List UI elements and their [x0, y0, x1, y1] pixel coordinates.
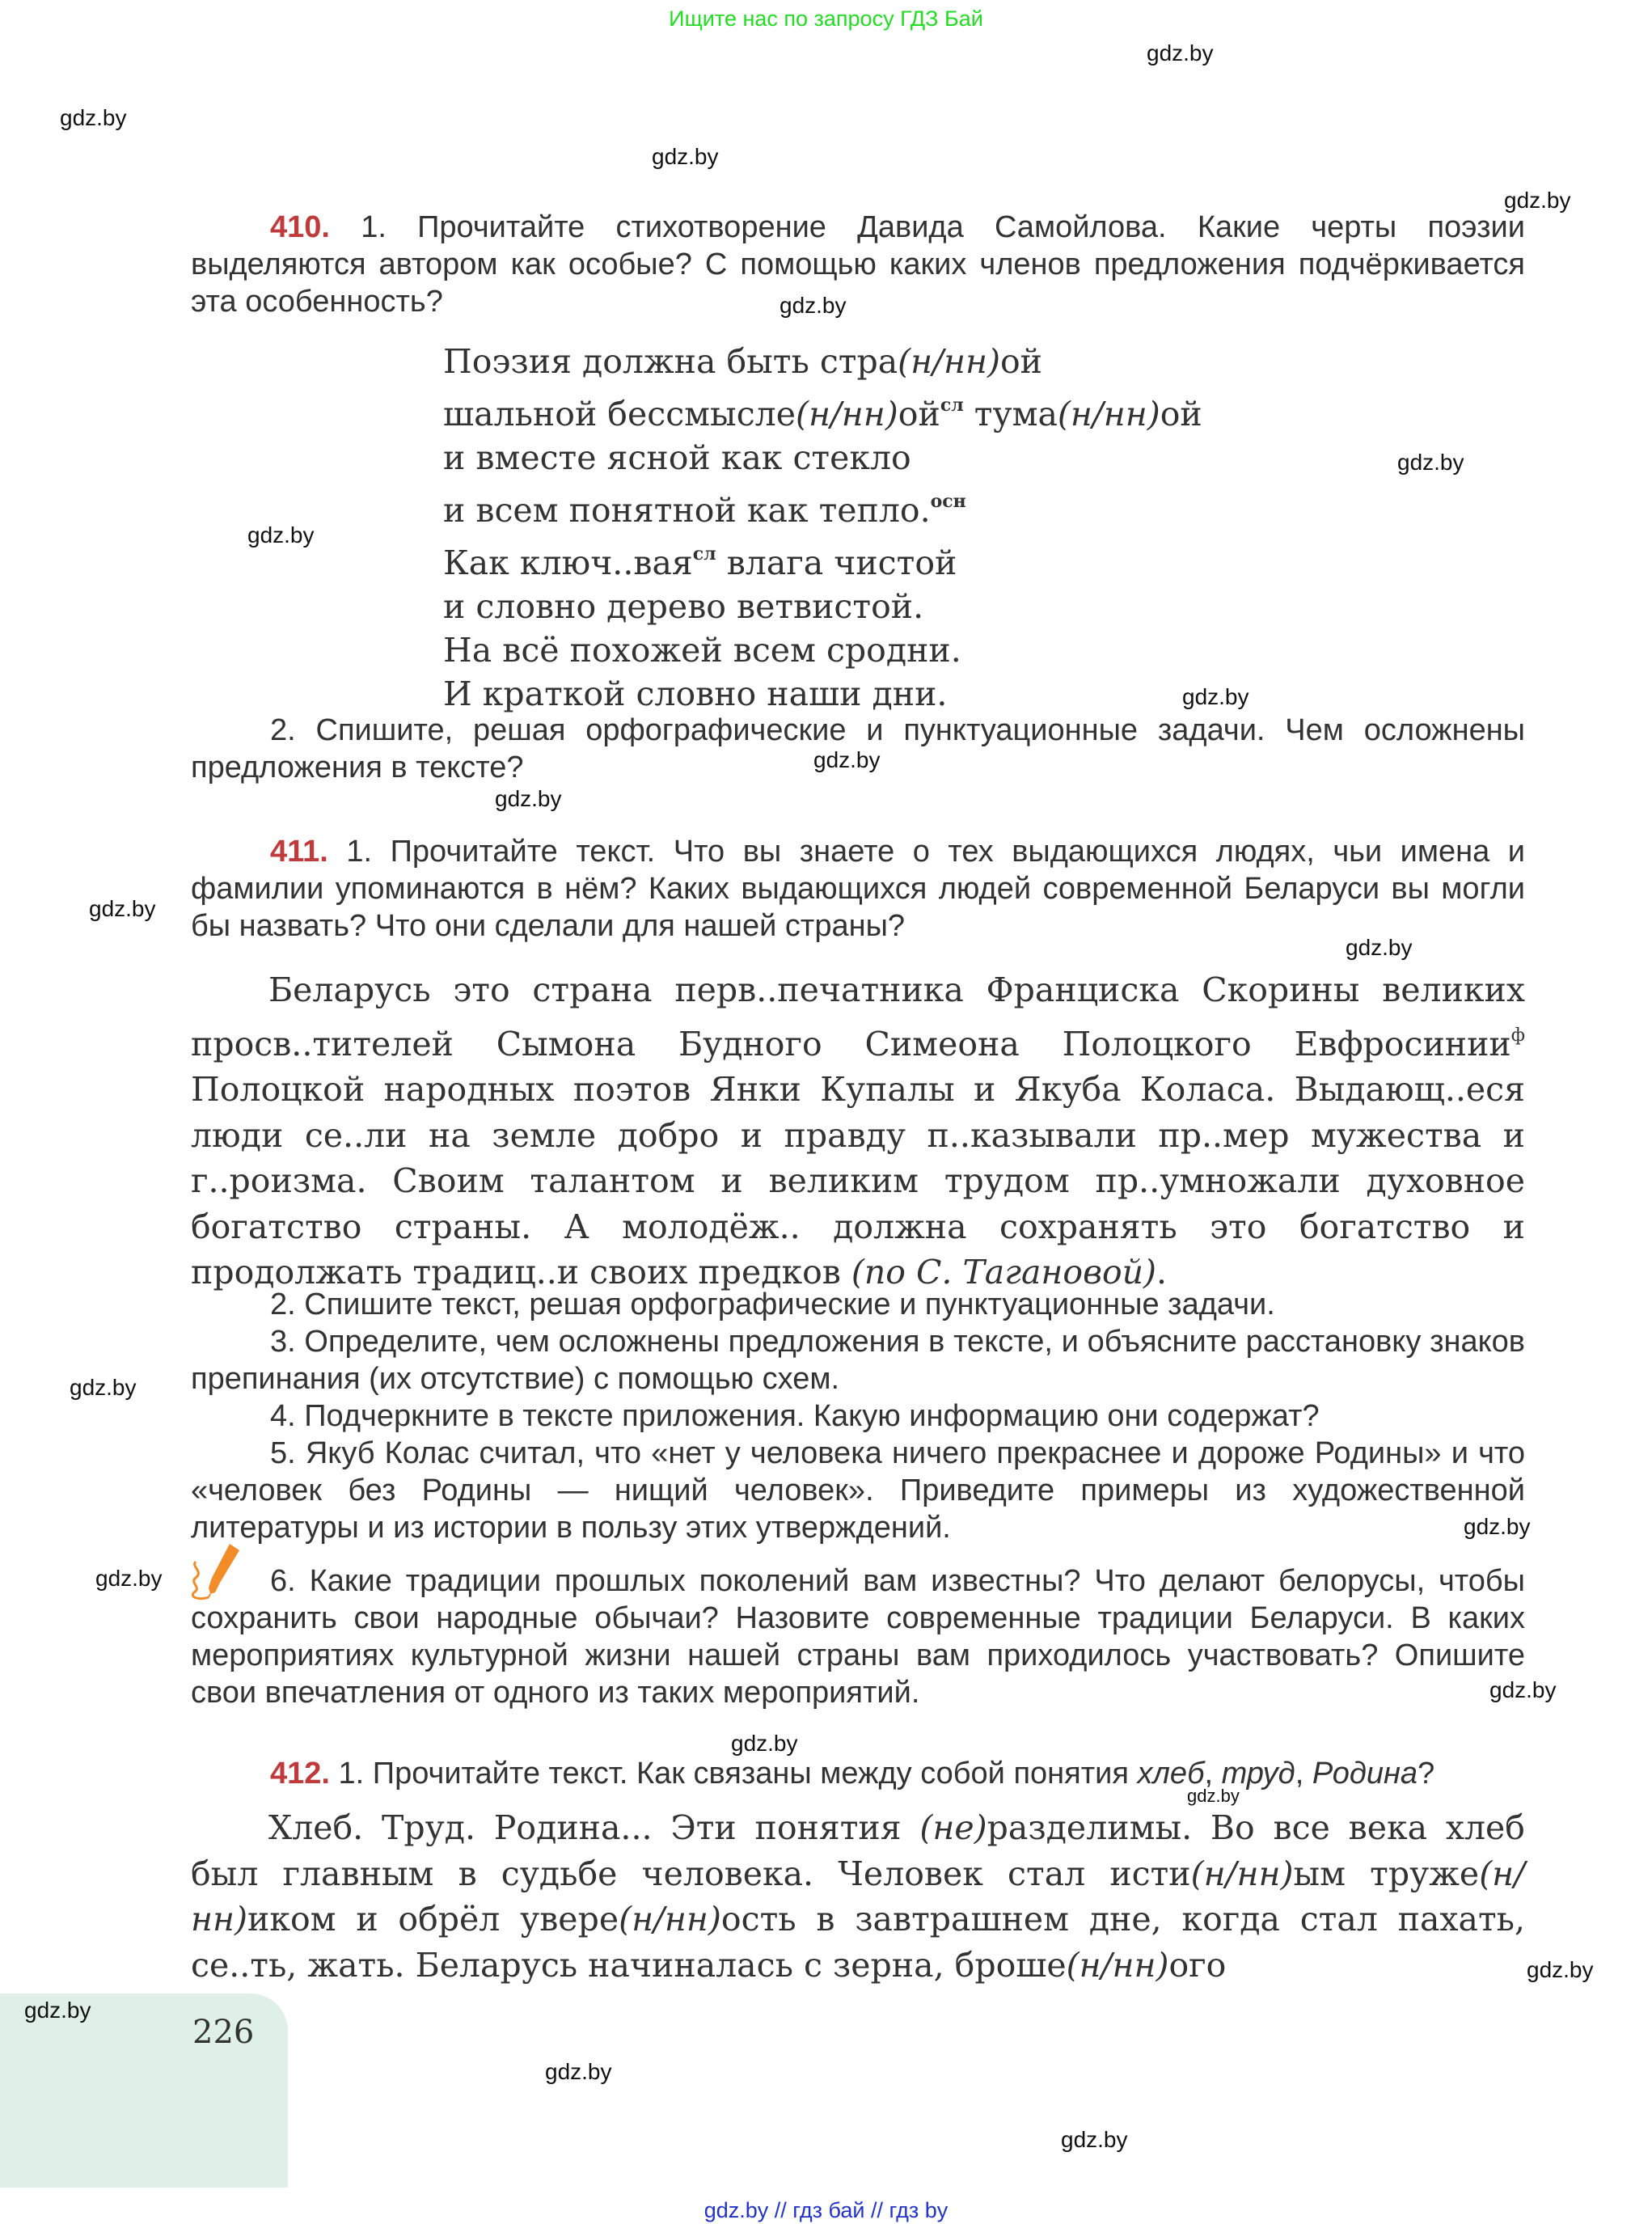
watermark: gdz.by: [545, 2059, 612, 2084]
watermark: gdz.by: [60, 105, 127, 130]
watermark: gdz.by: [1504, 188, 1571, 213]
task-5: 5. Якуб Колас считал, что «нет у человека ничего прекраснее и дороже Родины» и что «человек без Родины — нищий человек». Приведите примеры из художественной литературы и из истории в пользу этих утверждений.: [191, 1436, 1525, 1545]
search-banner: Ищите нас по запросу ГДЗ Бай: [669, 6, 983, 31]
poem-line: На всё похожей всем сродни.: [443, 631, 961, 670]
watermark: gdz.by: [1489, 1677, 1557, 1702]
watermark: gdz.by: [24, 1998, 91, 2023]
poem-line: И краткой словно наши дни.: [443, 674, 948, 713]
poem-line: шальной $бессмысле(н/нн)ой^{сл}$ тума(н/нн)ой: [443, 395, 1202, 433]
poem-line: Поэзия должна быть стра(н/нн)ой: [443, 342, 1043, 381]
poem-line: и словно дерево ветвистой.: [443, 587, 924, 626]
task-3: 3. Определите, чем осложнены предложения в тексте, и объясните расстановку знаков препинания (их отсутствие) с помощью схем.: [191, 1325, 1525, 1396]
text-source: (по С. Тагановой): [851, 1253, 1157, 1292]
watermark: gdz.by: [1464, 1514, 1531, 1539]
watermark: gdz.by: [780, 293, 847, 318]
poem-line: Как ключ..вая$^{сл}$ влага чистой: [443, 543, 957, 582]
watermark: gdz.by: [95, 1566, 163, 1591]
exercise-410-task-2: 2. Спишите, решая орфографические и пунктуационные задачи. Чем осложнены предложения в тексте?: [191, 713, 1525, 784]
poem-line: и вместе ясной как стекло: [443, 438, 911, 477]
exercise-412-task-1: 412. 1. Прочитайте текст. Как связаны между собой понятия хлеб, труд, Родина?: [270, 1757, 1435, 1791]
watermark: gdz.by: [1182, 684, 1249, 709]
watermark: gdz.by: [89, 896, 156, 921]
watermark: gdz.by: [247, 522, 315, 548]
watermark: gdz.by: [1527, 1957, 1594, 1982]
exercise-410-task-1: [191, 209, 1525, 320]
watermark: gdz.by: [1147, 40, 1214, 66]
exercise-411-task-6: 6. Какие традиции прошлых поколений вам известны? Что делают белорусы, чтобы сохранить свои народные обычаи? Назовите современные традиции Беларуси. В каких мероприятиях культурной жизни нашей страны вам приходилось участвовать? Опишите свои впечатления от одного из таких мероприятий.: [191, 1564, 1525, 1710]
watermark: gdz.by: [1397, 450, 1464, 475]
watermark: gdz.by: [495, 786, 562, 811]
task-text: 1. Прочитайте текст. Что вы знаете о тех выдающихся людях, чьи имена и фамилии упоминаются в нём? Каких выдающихся людей современной Беларуси вы могли бы назвать? Что они сделали для нашей страны?: [191, 835, 1525, 943]
footer-links[interactable]: gdz.by // гдз бай // гдз by: [703, 2198, 949, 2222]
watermark: gdz.by: [70, 1375, 137, 1400]
task-2: 2. Спишите текст, решая орфографические и пунктуационные задачи.: [270, 1287, 1275, 1321]
exercise-number: 410.: [270, 210, 330, 244]
task-text: 1. Прочитайте стихотворение Давида Самойлова. Какие черты поэзии выделяются автором как особые? С помощью каких членов предложения подчёркивается эта особенность?: [191, 210, 1525, 319]
watermark: gdz.by: [1346, 935, 1413, 960]
exercise-number: 412.: [270, 1757, 330, 1791]
watermark: gdz.by: [1187, 1786, 1240, 1806]
watermark: gdz.by: [731, 1731, 798, 1756]
exercise-number: 411.: [270, 835, 328, 869]
watermark: gdz.by: [1061, 2127, 1128, 2152]
exercise-412-text: Хлеб. Труд. Родина... Эти понятия (не)разделимы. Во все века хлеб был главным в судьбе человека. Человек стал исти(н/нн)ым труже(н/нн)иком и обрёл увере(н/нн)ость в завтрашнем дне, когда стал пахать, се..ть, жать. Беларусь начиналась с зерна, броше(н/нн)ого: [191, 1808, 1526, 1985]
poem: [443, 340, 1202, 716]
watermark: gdz.by: [652, 144, 719, 169]
poem-line: и всем понятной как тепло.$^{осн}$: [443, 491, 966, 530]
exercise-411-text: Беларусь это страна перв..печатника Франциска Скорины великих просв..тителей Сымона Будного Симеона Полоцкого Евфросинии$^ф$ Полоцкой народных поэтов Янки Купалы и Якуба Коласа. Выдающ..еся люди се..ли на земле добро и правду п..казывали пр..мер мужества и г..роизма. Своим талантом и великим трудом пр..умножали духовное богатство страны. А молодёж.. должна сохранять это богатство и продолжать традиц..и своих предков (по С. Тагановой).: [191, 970, 1525, 1292]
task-4: 4. Подчеркните в тексте приложения. Какую информацию они содержат?: [270, 1399, 1320, 1433]
watermark: gdz.by: [813, 747, 881, 772]
exercise-411-task-1: [191, 833, 1525, 945]
page-number: 226: [192, 2014, 255, 2051]
exercise-411-tasks: [191, 1286, 1525, 1546]
